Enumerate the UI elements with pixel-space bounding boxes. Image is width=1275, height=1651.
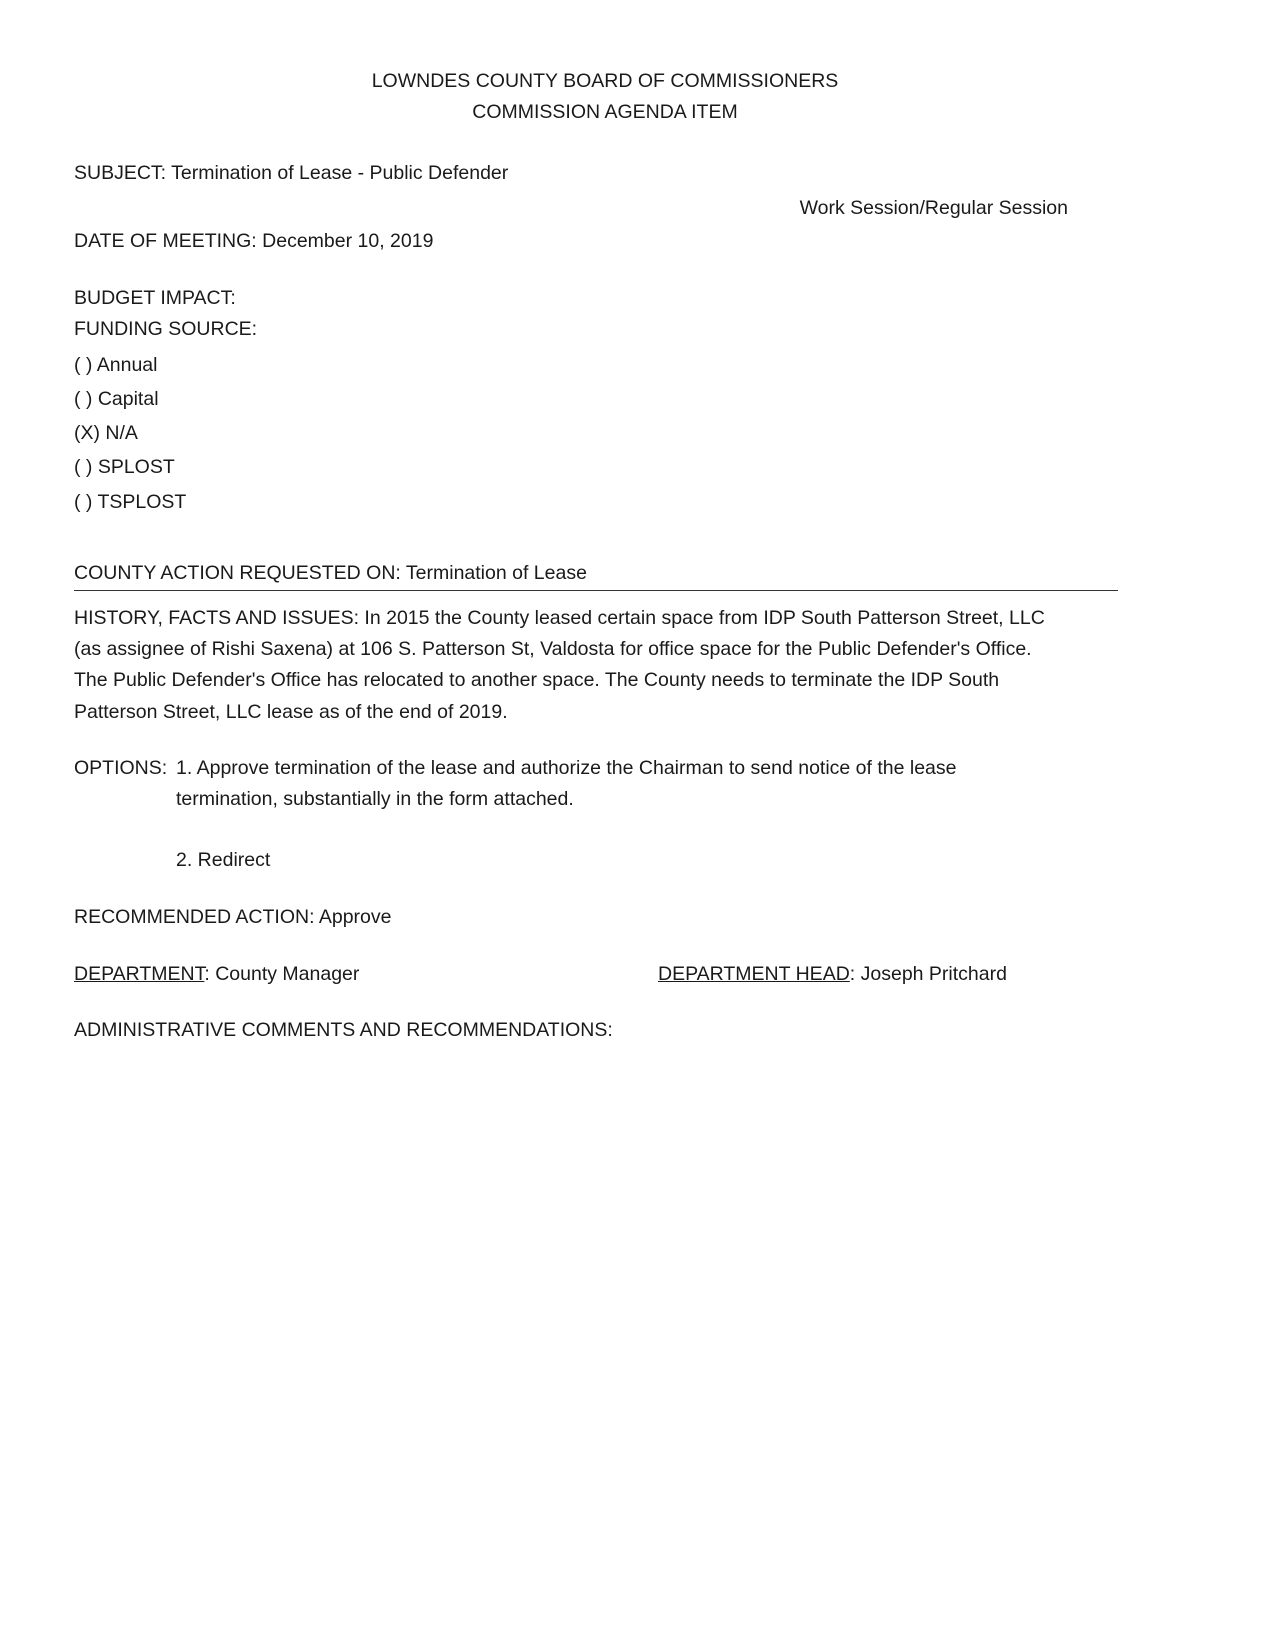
county-action-requested: COUNTY ACTION REQUESTED ON: Termination of Lease — [74, 562, 587, 584]
meeting-date: DATE OF MEETING: December 10, 2019 — [74, 230, 434, 252]
option-2: 2. Redirect — [176, 849, 271, 871]
funding-option: ( ) TSPLOST — [74, 491, 187, 513]
department-head-label: DEPARTMENT HEAD — [658, 963, 850, 985]
header-line-1: LOWNDES COUNTY BOARD OF COMMISSIONERS — [371, 70, 839, 92]
department — [74, 962, 359, 986]
funding-option: ( ) Capital — [74, 388, 159, 410]
session-type: Work Session/Regular Session — [799, 197, 1068, 219]
funding-source: FUNDING SOURCE: — [74, 318, 258, 340]
funding-option: ( ) SPLOST — [74, 456, 175, 478]
history-line: HISTORY, FACTS AND ISSUES: In 2015 the County leased certain space from IDP South Patterson Street, LLC — [74, 607, 1045, 629]
recommended-action: RECOMMENDED ACTION: Approve — [74, 906, 392, 928]
divider — [74, 590, 1118, 591]
subject: SUBJECT: Termination of Lease - Public Defender — [74, 162, 509, 184]
history-line: (as assignee of Rishi Saxena) at 106 S. Patterson St, Valdosta for office space for the Public Defender's Office. — [74, 638, 1032, 660]
funding-option: ( ) Annual — [74, 354, 158, 376]
department-label: DEPARTMENT — [74, 963, 205, 985]
option-1: 1. Approve termination of the lease and authorize the Chairman to send notice of the lease — [176, 757, 957, 779]
history-line: Patterson Street, LLC lease as of the end of 2019. — [74, 701, 508, 723]
department-value: : County Manager — [204, 963, 360, 985]
history-line: The Public Defender's Office has relocated to another space. The County needs to terminate the IDP South — [74, 669, 1000, 691]
options-label: OPTIONS: — [74, 757, 168, 779]
funding-option: (X) N/A — [74, 422, 138, 444]
budget-impact: BUDGET IMPACT: — [74, 287, 236, 309]
administrative-comments: ADMINISTRATIVE COMMENTS AND RECOMMENDATIONS: — [74, 1019, 613, 1041]
department-head-value: : Joseph Pritchard — [849, 963, 1007, 985]
department-head — [658, 962, 1007, 986]
option-1-continued: termination, substantially in the form attached. — [176, 788, 574, 810]
header-line-2: COMMISSION AGENDA ITEM — [472, 101, 738, 123]
